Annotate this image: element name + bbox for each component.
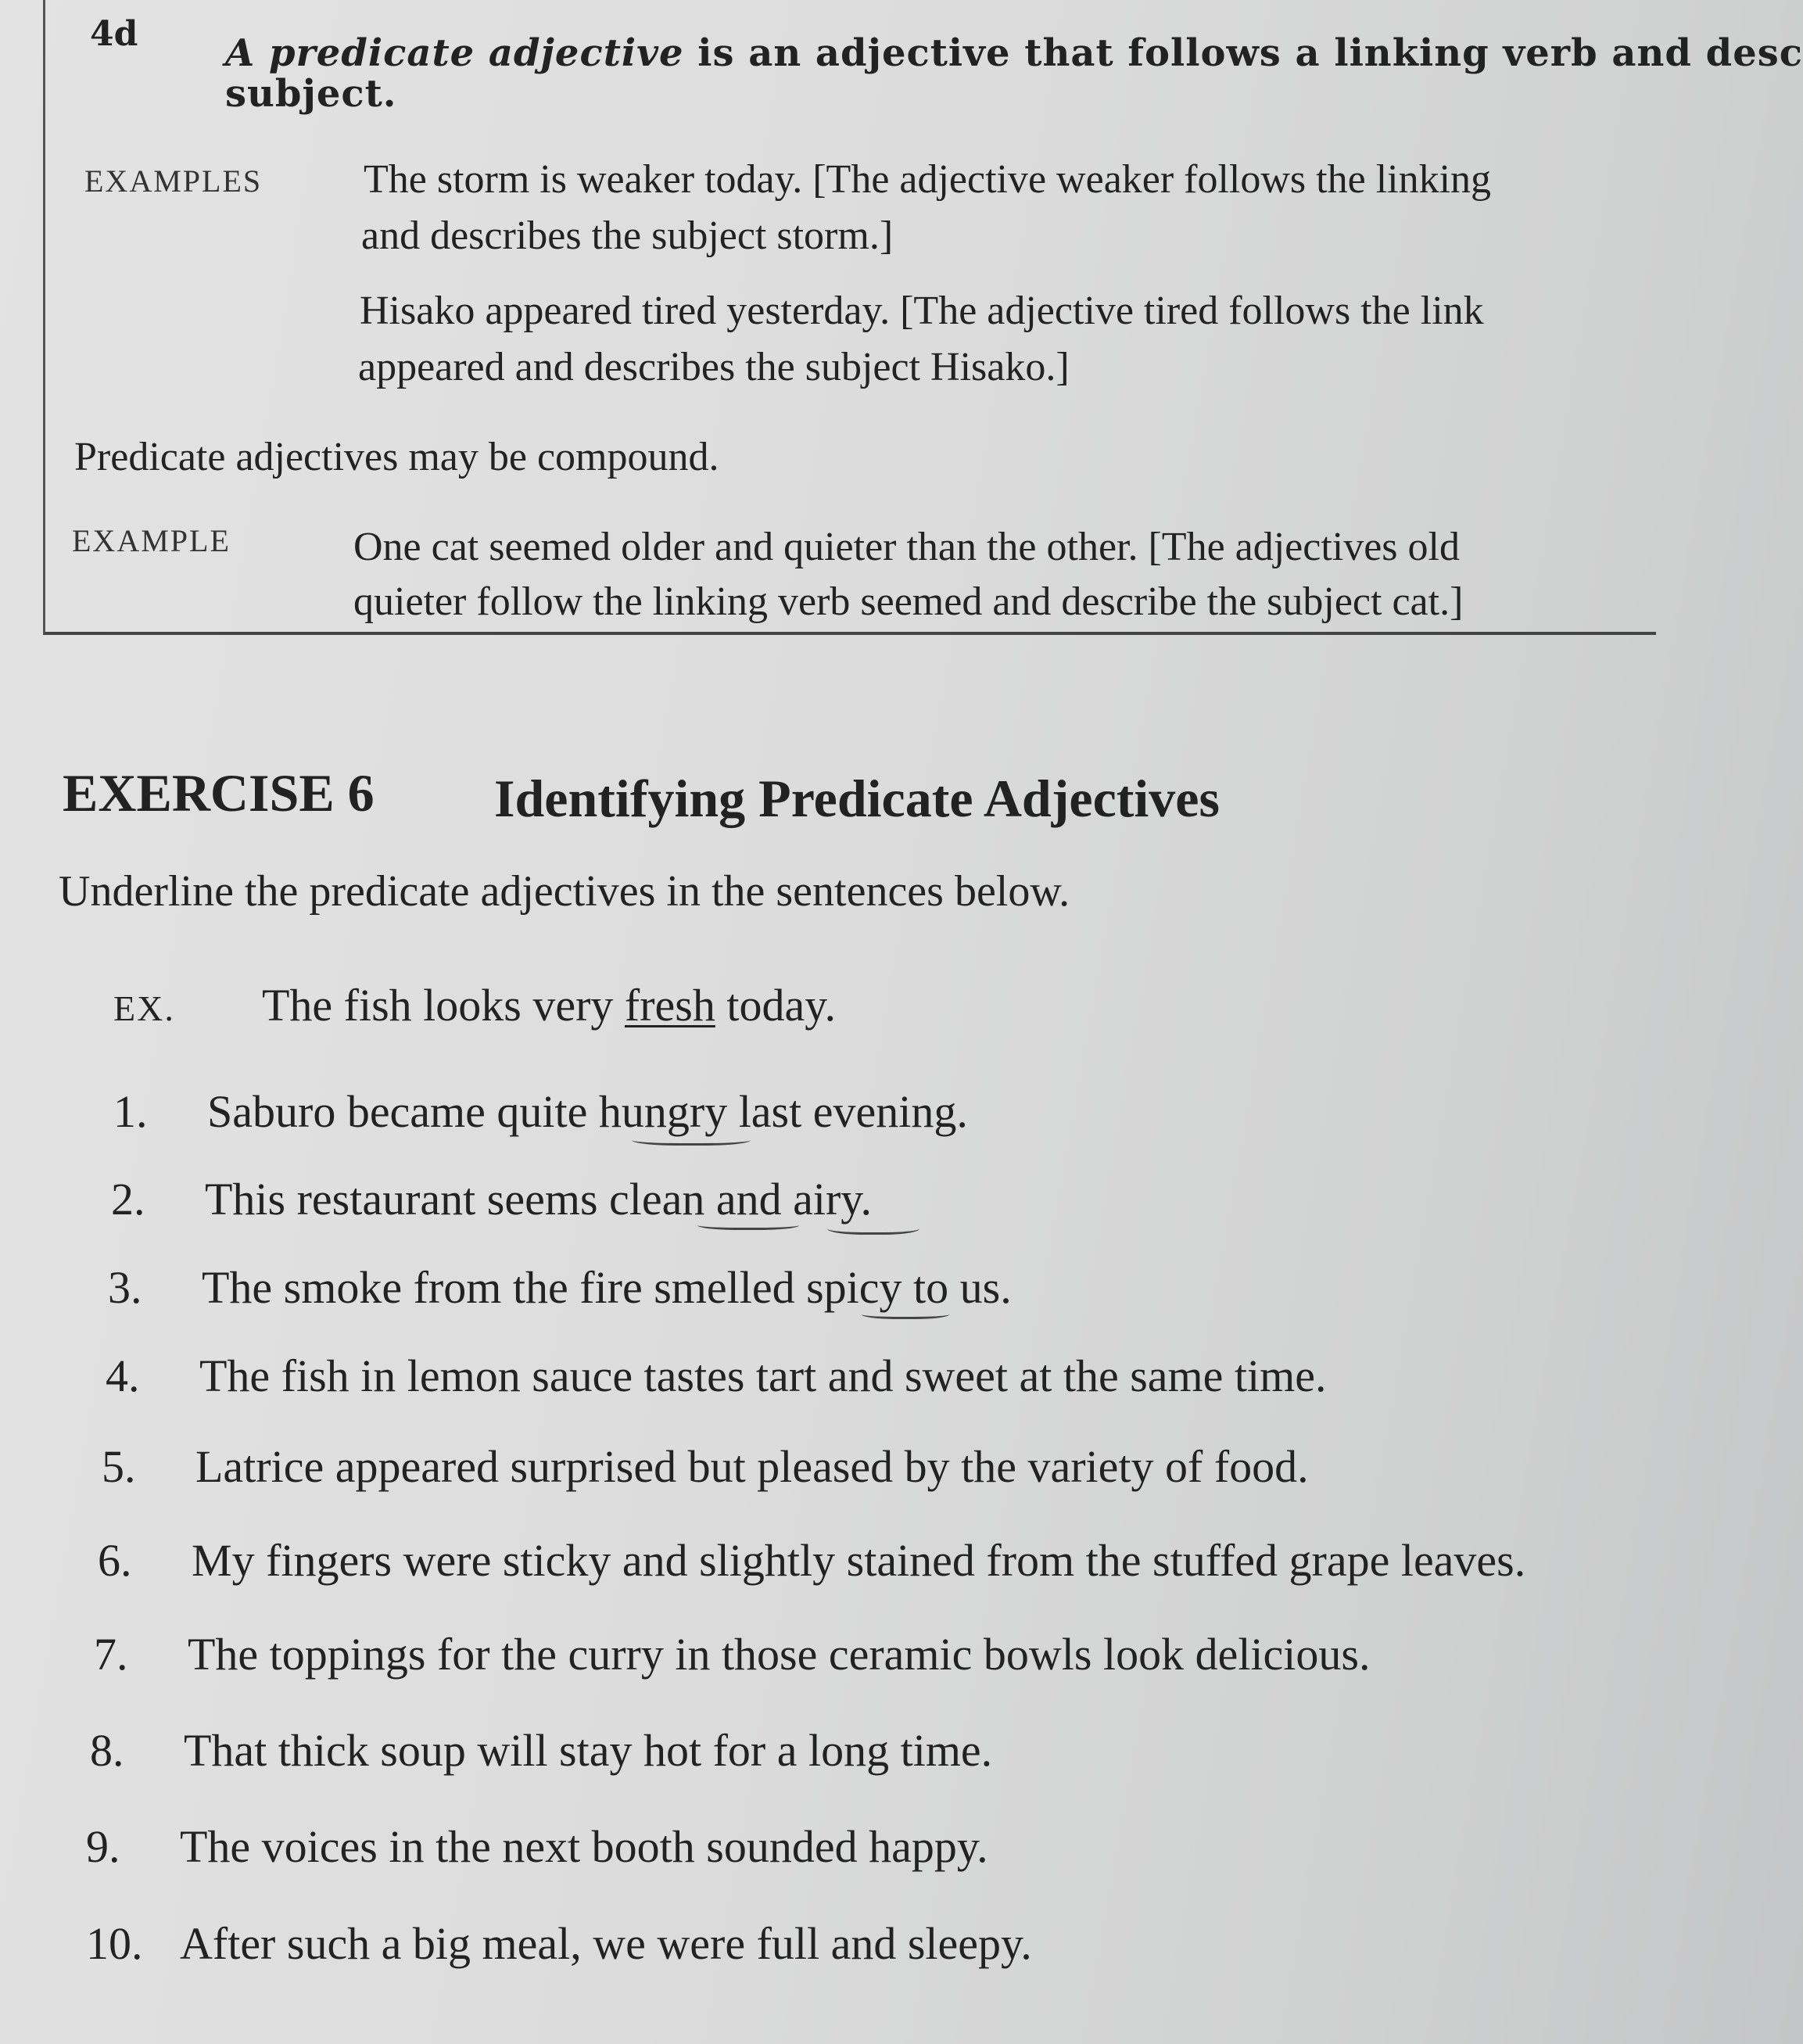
example-1-line-1: The storm is weaker today. [The adjective weaker follows the linking [364,157,1492,202]
handwritten-underline-spicy [862,1307,949,1319]
list-item: 3. The smoke from the fire smelled spicy to us. [108,1262,1012,1313]
handwritten-underline-clean [697,1218,799,1230]
list-item-text: The smoke from the fire smelled spicy to us. [202,1262,1012,1313]
list-item-text: This restaurant seems clean and airy. [205,1174,873,1225]
list-item-text: Latrice appeared surprised but pleased by the variety of food. [195,1441,1309,1492]
example-sentence-label: EX. [113,988,175,1028]
handwritten-underline-hungry [632,1132,751,1146]
example-3-line-2: quieter follow the linking verb seemed and describe the subject cat.] [353,579,1464,624]
list-item: 5. Latrice appeared surprised but pleased by the variety of food. [102,1441,1309,1492]
exercise-instructions: Underline the predicate adjectives in the sentences below. [59,867,1070,916]
list-item: 4. The fish in lemon sauce tastes tart and sweet at the same time. [106,1350,1327,1401]
list-item-text: After such a big meal, we were full and sleepy. [180,1918,1032,1969]
example-sentence: EX. The fish looks very fresh today. [113,980,836,1031]
list-item: 10. After such a big meal, we were full and sleepy. [86,1918,1032,1969]
exercise-number: EXERCISE 6 [63,763,375,823]
list-item: 9. The voices in the next booth sounded happy. [86,1821,988,1872]
list-item-text: My fingers were sticky and slightly stained from the stuffed grape leaves. [192,1535,1526,1586]
list-item: 7. The toppings for the curry in those ceramic bowls look delicious. [94,1629,1371,1680]
example-1-line-2: and describes the subject storm.] [361,213,894,258]
list-item: 2. This restaurant seems clean and airy. [111,1174,873,1225]
exercise-title: Identifying Predicate Adjectives [494,769,1220,828]
list-item: 8. That thick soup will stay hot for a long time. [90,1725,993,1776]
underlined-word: fresh [624,980,715,1031]
example-2-line-1: Hisako appeared tired yesterday. [The adjective tired follows the link [360,289,1484,333]
example-label: EXAMPLE [72,523,231,558]
example-2-line-2: appeared and describes the subject Hisako.] [358,345,1070,389]
list-item-text: The toppings for the curry in those ceramic bowls look delicious. [188,1629,1371,1680]
example-3-line-1: One cat seemed older and quieter than the other. [The adjectives old [353,525,1460,569]
list-item-text: The voices in the next booth sounded happy. [180,1821,988,1872]
list-item-text: The fish in lemon sauce tastes tart and sweet at the same time. [199,1350,1327,1401]
handwritten-underline-airy [827,1220,919,1235]
compound-note: Predicate adjectives may be compound. [74,435,719,479]
examples-label: EXAMPLES [84,163,263,199]
section-number: 4d [90,14,138,54]
list-item-text: That thick soup will stay hot for a long time. [184,1725,993,1776]
definition-line-1: A predicate adjective is an adjective that follows a linking verb and desc [225,31,1803,75]
list-item: 6. My fingers were sticky and slightly stained from the stuffed grape leaves. [98,1535,1526,1586]
list-item-text: Saburo became quite hungry last evening. [207,1086,968,1137]
list-item: 1. Saburo became quite hungry last evening. [113,1086,968,1137]
definition-line-2: subject. [225,72,397,116]
